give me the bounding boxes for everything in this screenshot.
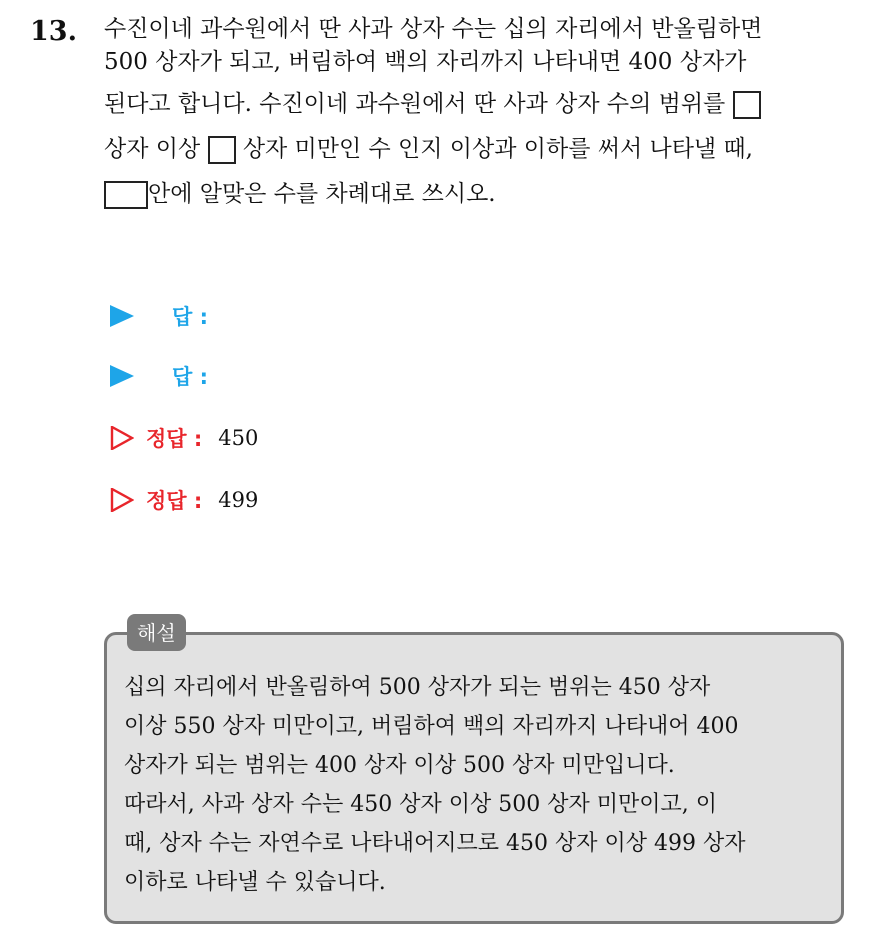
answer-blank-box-1 (733, 91, 761, 119)
answer-row-1 (110, 301, 208, 331)
answer-label: 답 : (172, 365, 208, 389)
answer-row-2 (110, 361, 208, 391)
question-line-3 (104, 84, 864, 124)
question-line-1: 수진이네 과수원에서 딴 사과 상자 수는 십의 자리에서 반올림하면 (104, 16, 763, 42)
explanation-line: 따라서, 사과 상자 수는 450 상자 이상 500 상자 미만이고, 이 (124, 792, 717, 817)
correct-row-1 (110, 423, 258, 453)
play-triangle-icon (110, 305, 134, 327)
question-line-5-text: 안에 알맞은 수를 차례대로 쓰시오. (148, 181, 496, 207)
correct-answer-value: 499 (218, 488, 259, 512)
explanation-line: 십의 자리에서 반올림하여 500 상자가 되는 범위는 450 상자 (124, 675, 711, 700)
question-line-4 (104, 129, 864, 169)
outline-triangle-icon (110, 488, 134, 512)
explanation-tag: 해설 (127, 614, 186, 651)
correct-row-2 (110, 485, 258, 515)
question-line-2: 500 상자가 되고, 버림하여 백의 자리까지 나타내면 400 상자가 (104, 49, 747, 75)
explanation-text (124, 668, 840, 902)
explanation-line: 이상 550 상자 미만이고, 버림하여 백의 자리까지 나타내어 400 (124, 714, 739, 739)
question-line-4a-text: 상자 이상 (104, 136, 201, 162)
explanation-line: 이하로 나타낼 수 있습니다. (124, 870, 386, 895)
question-line-4b-text: 상자 미만인 수 인지 이상과 이하를 써서 나타낼 때, (242, 136, 753, 162)
play-triangle-icon (110, 365, 134, 387)
question-line-3-text: 된다고 합니다. 수진이네 과수원에서 딴 사과 상자 수의 범위를 (104, 91, 726, 117)
correct-answer-value: 450 (218, 426, 259, 450)
question-number: 13. (30, 16, 77, 47)
answer-blank-box-legend (104, 181, 148, 209)
outline-triangle-icon (110, 426, 134, 450)
answer-label: 답 : (172, 305, 208, 329)
correct-answer-label: 정답 : (146, 489, 203, 513)
question-line-5 (104, 174, 864, 214)
explanation-line: 때, 상자 수는 자연수로 나타내어지므로 450 상자 이상 499 상자 (124, 831, 746, 856)
question-text (104, 8, 864, 219)
explanation-line: 상자가 되는 범위는 400 상자 이상 500 상자 미만입니다. (124, 753, 675, 778)
answer-blank-box-2 (208, 136, 236, 164)
correct-answer-label: 정답 : (146, 427, 203, 451)
